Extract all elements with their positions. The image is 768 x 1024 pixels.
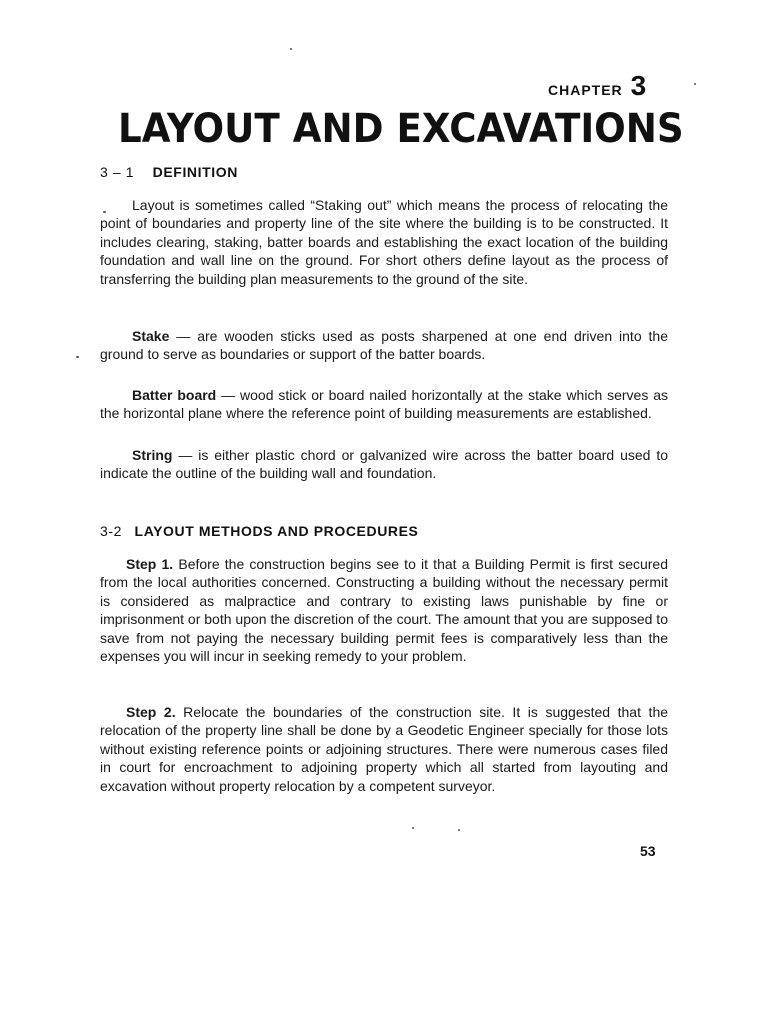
definition-text: — are wooden sticks used as posts sharpened at one end driven into the ground to serve as boundaries or support of the batter boards. [100, 328, 669, 363]
chapter-title: LAYOUT AND EXCAVATIONS [118, 106, 684, 152]
scan-speck [412, 827, 414, 829]
section-heading-layout-methods [100, 523, 419, 539]
section-heading-definition [100, 164, 238, 180]
definition-batter-board [100, 386, 668, 423]
paragraph-text: Layout is sometimes called “Staking out” which means the process of relocating the point of boundaries and property line of the site where the building is to be constructed. It includes clearing, staking, batter boards and establishing the exact location of the building foundation and wall line on the ground. For short others define layout as the process of transferring the building plan measurements to the ground of the site. [100, 197, 668, 287]
term-batter-board: Batter board [132, 387, 217, 403]
section-number: 3 – 1 [100, 164, 135, 180]
term-string: String [132, 447, 173, 463]
scan-speck [76, 356, 79, 358]
step-1-paragraph [100, 555, 668, 665]
section-title: DEFINITION [152, 164, 238, 180]
page-number: 53 [640, 843, 656, 859]
chapter-label-text: CHAPTER [548, 82, 623, 98]
step-2-label: Step 2. [126, 704, 176, 720]
definition-text: — is either plastic chord or galvanized wire across the batter board used to indicate the outline of the building wall and foundation. [100, 447, 669, 482]
step-1-label: Step 1. [126, 556, 174, 572]
section-title: LAYOUT METHODS AND PROCEDURES [134, 523, 419, 539]
scan-speck [458, 829, 460, 831]
scan-speck [694, 83, 696, 85]
scan-speck [290, 48, 292, 50]
term-stake: Stake [132, 328, 170, 344]
scan-speck [103, 211, 106, 213]
definition-stake [100, 327, 668, 364]
chapter-label [548, 70, 647, 102]
paragraph-layout-intro [100, 196, 668, 288]
step-2-paragraph [100, 703, 668, 795]
definition-text: — wood stick or board nailed horizontally at the stake which serves as the horizontal plane where the reference point of building measurements are established. [100, 387, 669, 422]
step-1-text: Before the construction begins see to it that a Building Permit is first secured from the local authorities concerned. Constructing a building without the necessary permit is considered as malpractice and contrary to existing laws punishable by fine or imprisonment or both upon the discretion of the court. The amount that you are supposed to save from not paying the necessary building permit fees is comparatively less than the expenses you will incur in seeking remedy to your problem. [100, 556, 669, 665]
chapter-number: 3 [630, 70, 648, 101]
section-number: 3-2 [100, 523, 123, 539]
definition-string [100, 446, 668, 483]
step-2-text: Relocate the boundaries of the construction site. It is suggested that the relocation of the property line shall be done by a Geodetic Engineer specially for those lots without existing reference points or adjoining structures. There were numerous cases filed in court for encroachment to adjoining property which all started from layouting and excavation without property relocation by a competent surveyor. [100, 704, 669, 794]
